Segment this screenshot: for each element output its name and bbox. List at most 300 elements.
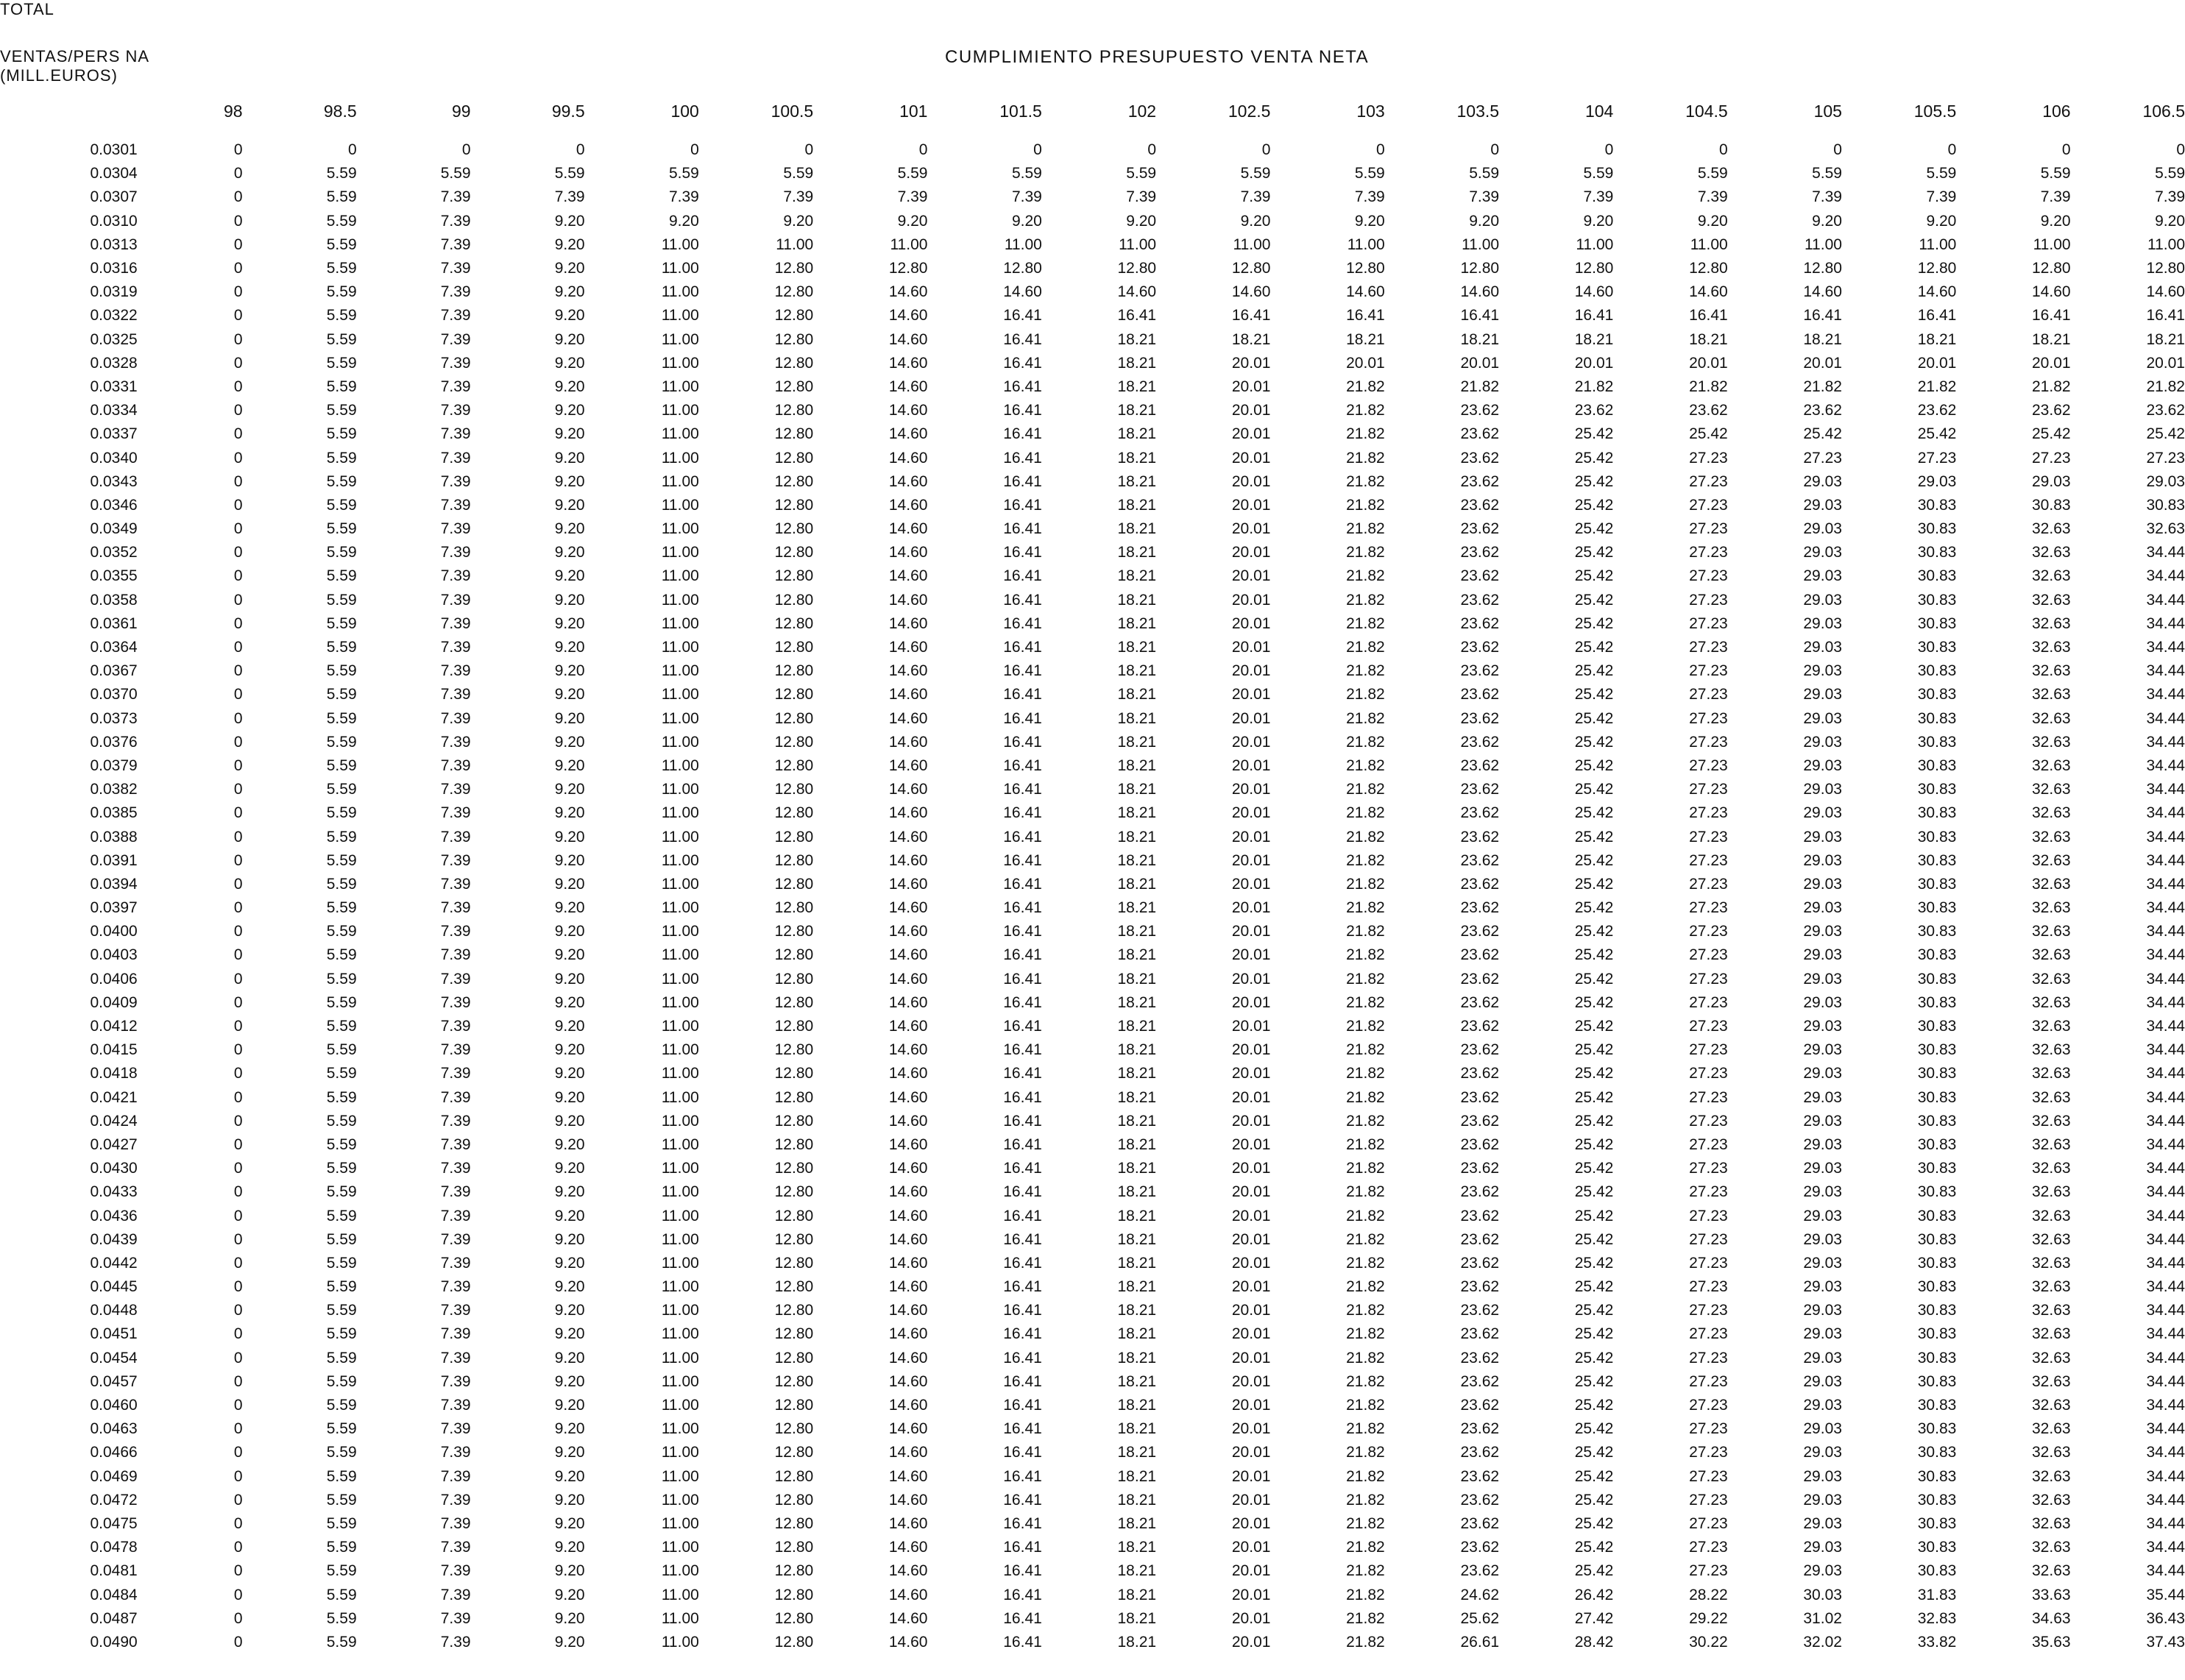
table-cell: 23.62 — [1917, 402, 1957, 419]
table-cell: 20.01 — [1231, 851, 1271, 869]
table-cell: 16.41 — [1460, 307, 1500, 325]
table-cell: 12.80 — [774, 970, 814, 988]
table-cell: 16.41 — [1003, 662, 1042, 680]
table-cell: 30.83 — [1917, 1444, 1957, 1461]
table-cell: 14.60 — [888, 307, 928, 325]
table-cell: 16.41 — [1003, 544, 1042, 561]
table-cell: 27.23 — [1689, 1539, 1728, 1556]
table-cell: 12.80 — [1803, 260, 1842, 277]
row-header-cell: 0.0466 — [90, 1444, 138, 1461]
table-cell: 20.01 — [1231, 1207, 1271, 1224]
table-cell: 27.23 — [1689, 1372, 1728, 1390]
table-cell: 34.44 — [2146, 1160, 2185, 1177]
table-cell: 11.00 — [2147, 235, 2185, 253]
table-cell: 34.44 — [2146, 1397, 2185, 1414]
table-cell: 18.21 — [1117, 520, 1157, 538]
table-cell: 20.01 — [1231, 993, 1271, 1011]
table-cell: 25.42 — [1574, 639, 1614, 656]
table-cell: 7.39 — [440, 1041, 471, 1059]
table-cell: 11.00 — [1804, 235, 1842, 253]
table-cell: 14.60 — [888, 756, 928, 774]
table-cell: 21.82 — [1346, 1135, 1385, 1153]
table-cell: 30.83 — [1917, 1088, 1957, 1106]
table-cell: 18.21 — [1117, 970, 1157, 988]
column-header-5: 100.5 — [771, 102, 814, 121]
table-cell: 32.63 — [2032, 614, 2071, 632]
table-cell: 7.39 — [440, 567, 471, 585]
table-cell: 11.00 — [661, 946, 699, 964]
table-cell: 9.20 — [554, 1372, 585, 1390]
table-cell: 21.82 — [1346, 1207, 1385, 1224]
table-cell: 32.02 — [1803, 1633, 1842, 1651]
table-cell: 18.21 — [1117, 1562, 1157, 1580]
table-cell: 18.21 — [1346, 330, 1385, 348]
table-cell: 7.39 — [440, 993, 471, 1011]
table-cell: 27.23 — [1689, 1514, 1728, 1532]
table-cell: 27.23 — [1689, 1278, 1728, 1296]
table-row — [0, 1252, 2185, 1275]
table-cell: 29.03 — [1803, 1065, 1842, 1082]
table-cell: 11.00 — [661, 1444, 699, 1461]
table-cell: 11.00 — [661, 1278, 699, 1296]
table-cell: 9.20 — [554, 804, 585, 822]
table-cell: 18.21 — [1117, 1302, 1157, 1319]
table-cell: 5.59 — [326, 425, 357, 443]
table-cell: 23.62 — [1460, 686, 1500, 703]
table-cell: 29.03 — [1803, 1183, 1842, 1201]
table-cell: 0 — [233, 756, 243, 774]
table-cell: 29.03 — [1803, 662, 1842, 680]
table-cell: 34.44 — [2146, 1041, 2185, 1059]
row-header-cell: 0.0340 — [90, 449, 138, 467]
table-cell: 18.21 — [1117, 781, 1157, 798]
table-cell: 12.80 — [774, 496, 814, 514]
table-cell: 14.60 — [888, 1633, 928, 1651]
table-cell: 12.80 — [774, 1135, 814, 1153]
table-cell: 20.01 — [1231, 425, 1271, 443]
table-cell: 9.20 — [554, 378, 585, 395]
row-header-cell: 0.0412 — [90, 1018, 138, 1035]
table-cell: 16.41 — [1003, 1586, 1042, 1603]
table-cell: 12.80 — [774, 591, 814, 609]
table-cell: 5.59 — [1126, 165, 1157, 182]
table-cell: 33.63 — [2032, 1586, 2071, 1603]
table-cell: 16.41 — [1003, 686, 1042, 703]
table-cell: 11.00 — [661, 1491, 699, 1509]
table-cell: 34.44 — [2146, 1112, 2185, 1130]
table-cell: 7.39 — [440, 235, 471, 253]
row-header-cell: 0.0427 — [90, 1135, 138, 1153]
column-header-13: 104.5 — [1685, 102, 1728, 121]
table-cell: 25.42 — [1574, 1112, 1614, 1130]
table-cell: 14.60 — [888, 354, 928, 372]
table-cell: 18.21 — [1117, 449, 1157, 467]
table-cell: 7.39 — [668, 188, 699, 206]
table-cell: 14.60 — [888, 1586, 928, 1603]
table-cell: 16.41 — [1003, 899, 1042, 917]
table-row — [0, 446, 2185, 469]
table-cell: 9.20 — [554, 993, 585, 1011]
row-header-cell: 0.0355 — [90, 567, 138, 585]
table-cell: 20.01 — [1231, 756, 1271, 774]
row-header-cell: 0.0385 — [90, 804, 138, 822]
table-row — [0, 683, 2185, 706]
table-cell: 18.21 — [1117, 1088, 1157, 1106]
table-cell: 29.03 — [1803, 1562, 1842, 1580]
table-cell: 23.62 — [1460, 899, 1500, 917]
table-cell: 7.39 — [440, 1397, 471, 1414]
table-cell: 0 — [233, 378, 243, 395]
table-cell: 7.39 — [440, 828, 471, 846]
table-cell: 5.59 — [1812, 165, 1842, 182]
table-cell: 14.60 — [888, 1278, 928, 1296]
table-cell: 0 — [347, 141, 357, 159]
table-cell: 14.60 — [888, 1349, 928, 1367]
table-cell: 29.03 — [1803, 1112, 1842, 1130]
table-cell: 16.41 — [1003, 1302, 1042, 1319]
table-cell: 27.23 — [1689, 946, 1728, 964]
table-cell: 33.82 — [1917, 1633, 1957, 1651]
table-cell: 0 — [233, 354, 243, 372]
table-cell: 11.00 — [661, 875, 699, 893]
table-cell: 30.83 — [1917, 639, 1957, 656]
table-cell: 11.00 — [661, 330, 699, 348]
row-header-cell: 0.0454 — [90, 1349, 138, 1367]
table-cell: 5.59 — [1926, 165, 1957, 182]
table-cell: 16.41 — [1003, 1444, 1042, 1461]
table-row — [0, 304, 2185, 327]
table-cell: 27.23 — [1689, 1325, 1728, 1343]
table-cell: 0 — [233, 781, 243, 798]
table-cell: 18.21 — [1917, 330, 1957, 348]
table-cell: 25.42 — [1574, 1397, 1614, 1414]
table-cell: 9.20 — [554, 639, 585, 656]
table-cell: 11.00 — [776, 235, 814, 253]
table-cell: 12.80 — [774, 993, 814, 1011]
table-cell: 12.80 — [774, 1562, 814, 1580]
table-cell: 31.02 — [1803, 1609, 1842, 1627]
table-row — [0, 1512, 2185, 1536]
table-cell: 7.39 — [440, 1444, 471, 1461]
table-cell: 27.23 — [1689, 496, 1728, 514]
table-cell: 29.03 — [1803, 1018, 1842, 1035]
table-cell: 27.23 — [1689, 1112, 1728, 1130]
table-cell: 7.39 — [440, 188, 471, 206]
table-cell: 27.23 — [1689, 1183, 1728, 1201]
table-cell: 16.41 — [1003, 591, 1042, 609]
row-header-cell: 0.0319 — [90, 283, 138, 301]
table-cell: 0 — [233, 425, 243, 443]
table-cell: 30.83 — [1917, 686, 1957, 703]
table-cell: 18.21 — [1117, 402, 1157, 419]
table-cell: 0 — [233, 212, 243, 230]
table-cell: 23.62 — [1460, 1397, 1500, 1414]
table-cell: 5.59 — [326, 1065, 357, 1082]
row-header-cell: 0.0445 — [90, 1278, 138, 1296]
table-cell: 21.82 — [1917, 378, 1957, 395]
table-cell: 7.39 — [440, 1539, 471, 1556]
table-cell: 11.00 — [661, 1562, 699, 1580]
table-cell: 27.23 — [1689, 567, 1728, 585]
table-cell: 30.83 — [1917, 828, 1957, 846]
table-cell: 30.83 — [2146, 496, 2185, 514]
table-cell: 11.00 — [661, 1325, 699, 1343]
table-cell: 14.60 — [888, 1018, 928, 1035]
table-cell: 23.62 — [1460, 1467, 1500, 1485]
table-cell: 12.80 — [774, 1207, 814, 1224]
table-cell: 5.59 — [326, 804, 357, 822]
table-cell: 27.23 — [1689, 591, 1728, 609]
table-cell: 7.39 — [440, 283, 471, 301]
table-cell: 9.20 — [554, 354, 585, 372]
table-cell: 24.62 — [1460, 1586, 1500, 1603]
table-cell: 0 — [576, 141, 585, 159]
table-cell: 21.82 — [1346, 402, 1385, 419]
table-row — [0, 896, 2185, 920]
table-cell: 7.39 — [440, 1135, 471, 1153]
table-cell: 20.01 — [1231, 544, 1271, 561]
table-cell: 7.39 — [440, 1467, 471, 1485]
table-row — [0, 280, 2185, 304]
table-cell: 11.00 — [661, 923, 699, 940]
table-cell: 30.83 — [1917, 1467, 1957, 1485]
table-cell: 27.23 — [1803, 449, 1842, 467]
table-cell: 23.62 — [1460, 1372, 1500, 1390]
table-cell: 9.20 — [554, 662, 585, 680]
table-cell: 5.59 — [554, 165, 585, 182]
table-cell: 14.60 — [888, 639, 928, 656]
table-cell: 32.63 — [2032, 851, 2071, 869]
table-row — [0, 328, 2185, 352]
table-cell: 29.03 — [1803, 781, 1842, 798]
table-cell: 16.41 — [1003, 923, 1042, 940]
table-row — [0, 778, 2185, 801]
table-cell: 32.63 — [2032, 756, 2071, 774]
table-cell: 0 — [233, 1397, 243, 1414]
table-cell: 5.59 — [326, 1467, 357, 1485]
table-cell: 25.42 — [2032, 425, 2071, 443]
table-cell: 25.42 — [1574, 449, 1614, 467]
table-cell: 25.42 — [1574, 1349, 1614, 1367]
table-cell: 5.59 — [326, 330, 357, 348]
table-cell: 27.23 — [1689, 662, 1728, 680]
table-cell: 5.59 — [326, 1135, 357, 1153]
table-cell: 16.41 — [1003, 1397, 1042, 1414]
table-cell: 5.59 — [326, 923, 357, 940]
table-cell: 12.80 — [2032, 260, 2071, 277]
table-cell: 14.60 — [888, 591, 928, 609]
table-cell: 0 — [233, 1065, 243, 1082]
table-cell: 14.60 — [888, 851, 928, 869]
table-cell: 18.21 — [1117, 1539, 1157, 1556]
table-cell: 12.80 — [774, 828, 814, 846]
table-cell: 27.23 — [1689, 614, 1728, 632]
table-cell: 32.63 — [2032, 1325, 2071, 1343]
table-cell: 18.21 — [1117, 733, 1157, 751]
column-header-4: 100 — [670, 102, 699, 121]
table-cell: 9.20 — [1926, 212, 1957, 230]
row-header-cell: 0.0418 — [90, 1065, 138, 1082]
row-header-cell: 0.0394 — [90, 875, 138, 893]
table-cell: 20.01 — [1231, 1254, 1271, 1272]
table-cell: 23.62 — [1460, 591, 1500, 609]
table-cell: 30.83 — [1917, 614, 1957, 632]
table-cell: 21.82 — [1346, 1112, 1385, 1130]
table-cell: 7.39 — [440, 970, 471, 988]
table-cell: 18.21 — [1117, 1207, 1157, 1224]
table-cell: 12.80 — [774, 756, 814, 774]
table-cell: 27.23 — [1689, 970, 1728, 988]
table-cell: 25.42 — [1574, 946, 1614, 964]
table-cell: 0 — [233, 330, 243, 348]
table-cell: 20.01 — [1231, 1112, 1271, 1130]
table-cell: 30.83 — [1917, 709, 1957, 727]
table-row — [0, 825, 2185, 848]
table-cell: 7.39 — [440, 1514, 471, 1532]
table-cell: 14.60 — [888, 1467, 928, 1485]
table-cell: 5.59 — [326, 188, 357, 206]
table-cell: 0 — [233, 1609, 243, 1627]
table-cell: 5.59 — [326, 709, 357, 727]
table-cell: 21.82 — [1346, 567, 1385, 585]
table-cell: 5.59 — [326, 1254, 357, 1272]
row-header-cell: 0.0463 — [90, 1420, 138, 1438]
table-cell: 7.39 — [440, 899, 471, 917]
table-cell: 14.60 — [1460, 283, 1500, 301]
table-cell: 0 — [233, 235, 243, 253]
table-cell: 18.21 — [1117, 1609, 1157, 1627]
table-cell: 11.00 — [661, 1609, 699, 1627]
table-cell: 18.21 — [1117, 1254, 1157, 1272]
table-cell: 12.80 — [774, 1065, 814, 1082]
table-cell: 0 — [233, 307, 243, 325]
table-cell: 9.20 — [1812, 212, 1842, 230]
table-cell: 12.80 — [774, 1088, 814, 1106]
table-cell: 16.41 — [1003, 472, 1042, 490]
table-cell: 18.21 — [1117, 993, 1157, 1011]
table-cell: 14.60 — [888, 899, 928, 917]
table-cell: 11.00 — [661, 993, 699, 1011]
table-cell: 0 — [233, 709, 243, 727]
table-cell: 25.42 — [1574, 1302, 1614, 1319]
table-cell: 12.80 — [774, 1444, 814, 1461]
table-cell: 32.63 — [2032, 828, 2071, 846]
table-cell: 5.59 — [326, 756, 357, 774]
table-cell: 20.01 — [1231, 1539, 1271, 1556]
table-cell: 30.83 — [1917, 1041, 1957, 1059]
table-cell: 34.44 — [2146, 1539, 2185, 1556]
table-cell: 14.60 — [888, 804, 928, 822]
table-cell: 21.82 — [1346, 425, 1385, 443]
table-cell: 7.39 — [440, 1562, 471, 1580]
table-cell: 12.80 — [774, 804, 814, 822]
table-cell: 18.21 — [1117, 1278, 1157, 1296]
table-body — [0, 138, 2185, 1654]
row-header-cell: 0.0337 — [90, 425, 138, 443]
table-cell: 11.00 — [661, 591, 699, 609]
table-cell: 9.20 — [554, 970, 585, 988]
table-cell: 0 — [1261, 141, 1271, 159]
table-row — [0, 1086, 2185, 1110]
table-cell: 30.83 — [1917, 1420, 1957, 1438]
table-cell: 30.83 — [1917, 1562, 1957, 1580]
table-cell: 29.03 — [1803, 639, 1842, 656]
table-cell: 12.80 — [774, 1278, 814, 1296]
table-cell: 30.83 — [1917, 733, 1957, 751]
table-cell: 5.59 — [326, 307, 357, 325]
table-row — [0, 1536, 2185, 1559]
table-cell: 34.44 — [2146, 686, 2185, 703]
table-cell: 32.63 — [2032, 1041, 2071, 1059]
table-cell: 9.20 — [554, 1135, 585, 1153]
table-row — [0, 541, 2185, 564]
table-cell: 16.41 — [1003, 1609, 1042, 1627]
table-cell: 34.44 — [2146, 1135, 2185, 1153]
table-cell: 0 — [233, 283, 243, 301]
table-cell: 11.00 — [661, 851, 699, 869]
table-cell: 9.20 — [1583, 212, 1614, 230]
table-cell: 34.44 — [2146, 591, 2185, 609]
table-cell: 14.60 — [1346, 283, 1385, 301]
table-cell: 16.41 — [1003, 1372, 1042, 1390]
table-cell: 7.39 — [440, 1609, 471, 1627]
table-cell: 16.41 — [1003, 756, 1042, 774]
table-cell: 30.83 — [1917, 1514, 1957, 1532]
table-cell: 7.39 — [440, 1633, 471, 1651]
table-cell: 27.23 — [1689, 449, 1728, 467]
table-cell: 5.59 — [326, 686, 357, 703]
table-cell: 5.59 — [783, 165, 814, 182]
table-cell: 34.44 — [2146, 662, 2185, 680]
table-cell: 7.39 — [440, 1254, 471, 1272]
table-cell: 16.41 — [1003, 733, 1042, 751]
table-cell: 9.20 — [554, 1467, 585, 1485]
table-cell: 30.83 — [1917, 1230, 1957, 1248]
table-cell: 0 — [233, 472, 243, 490]
table-cell: 16.41 — [1003, 851, 1042, 869]
table-cell: 27.23 — [1689, 1135, 1728, 1153]
table-row — [0, 1275, 2185, 1299]
table-cell: 11.00 — [661, 828, 699, 846]
table-cell: 20.01 — [1231, 781, 1271, 798]
table-cell: 5.59 — [326, 1302, 357, 1319]
table-cell: 27.23 — [1689, 781, 1728, 798]
column-header-17: 106.5 — [2142, 102, 2185, 121]
table-cell: 21.82 — [1346, 1514, 1385, 1532]
table-cell: 27.23 — [1689, 828, 1728, 846]
table-cell: 9.20 — [554, 1539, 585, 1556]
table-cell: 29.03 — [1803, 1041, 1842, 1059]
table-cell: 32.63 — [2032, 1562, 2071, 1580]
table-cell: 7.39 — [440, 781, 471, 798]
table-cell: 11.00 — [661, 781, 699, 798]
row-header-cell: 0.0460 — [90, 1397, 138, 1414]
table-cell: 23.62 — [1460, 567, 1500, 585]
row-header-cell: 0.0442 — [90, 1254, 138, 1272]
table-cell: 12.80 — [774, 1018, 814, 1035]
table-cell: 25.42 — [1574, 1467, 1614, 1485]
row-header-cell: 0.0346 — [90, 496, 138, 514]
table-cell: 12.80 — [774, 283, 814, 301]
table-cell: 11.00 — [661, 1349, 699, 1367]
table-cell: 25.42 — [1574, 614, 1614, 632]
table-cell: 21.82 — [1346, 1018, 1385, 1035]
table-cell: 29.03 — [2146, 472, 2185, 490]
table-cell: 34.44 — [2146, 1254, 2185, 1272]
table-cell: 5.59 — [326, 662, 357, 680]
table-cell: 25.42 — [1574, 875, 1614, 893]
table-cell: 11.00 — [661, 662, 699, 680]
